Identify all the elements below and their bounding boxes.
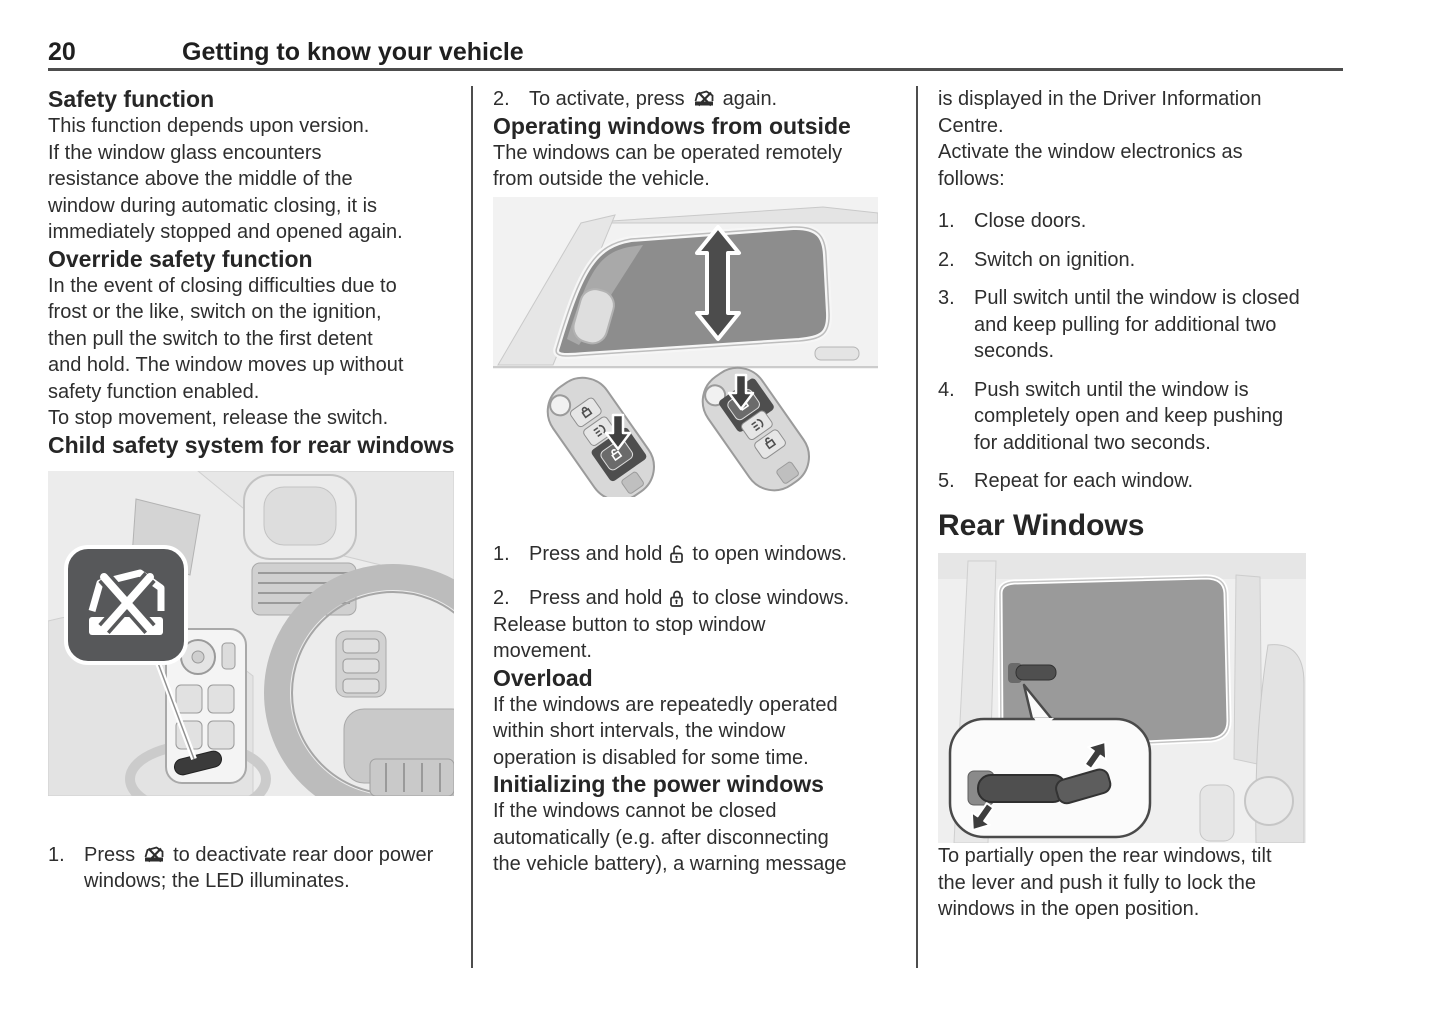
unlock-icon xyxy=(669,544,685,564)
step-text: Push switch until the window is completely open and keep pushing for additional two seconds. xyxy=(974,378,1284,454)
step-text-pre: To activate, press xyxy=(529,88,685,110)
list-item xyxy=(938,208,1340,235)
step-text: Close doors. xyxy=(974,210,1087,232)
operating-outside-heading: Operating windows from outside xyxy=(493,112,851,139)
overload-heading: Overload xyxy=(493,664,593,691)
safety-function-text: This function depends upon version. If the window glass encounters resistance above the middle of the window during automatic closing, it is immediately stopped and opened again. xyxy=(48,115,403,244)
column-divider-right xyxy=(916,86,918,968)
remote-window-illustration xyxy=(493,197,878,497)
remote-steps xyxy=(493,541,885,612)
safety-function-heading: Safety function xyxy=(48,86,215,112)
step-number: 1. xyxy=(493,542,510,565)
step-text-pre: Press xyxy=(84,843,136,866)
chapter-title: Getting to know your vehicle xyxy=(182,38,524,66)
step-text: Repeat for each window. xyxy=(974,470,1194,492)
release-text: Release button to stop window movement. xyxy=(493,613,766,663)
column-1 xyxy=(48,86,460,895)
overload-text: If the windows are repeatedly operated within short intervals, the window operation is disabled for some time. xyxy=(493,693,838,769)
initializing-heading: Initializing the power windows xyxy=(493,771,824,798)
step-number: 5. xyxy=(938,470,955,492)
window-crossed-icon xyxy=(142,844,166,865)
page-number: 20 xyxy=(48,38,76,66)
list-item xyxy=(938,285,1340,365)
list-item xyxy=(938,247,1340,274)
key-fob-right xyxy=(691,356,821,497)
window-crossed-badge xyxy=(66,547,186,663)
step-number: 1. xyxy=(938,210,955,232)
lock-icon xyxy=(669,588,685,608)
door-panel-illustration xyxy=(48,471,454,796)
override-text: In the event of closing difficulties due to frost or the like, switch on the ignition, then pull the switch to the first detent and hold. The window moves up without safety function enabled. To stop movement, release the switch. xyxy=(48,274,404,430)
step-number: 2. xyxy=(493,587,510,610)
step-text-post: to deactivate rear door power windows; the LED illuminates. xyxy=(84,843,434,893)
operating-outside-text: The windows can be operated remotely from outside the vehicle. xyxy=(493,141,843,191)
deactivate-step xyxy=(48,842,460,895)
column-3 xyxy=(938,86,1340,923)
step-number: 3. xyxy=(938,287,955,309)
child-safety-heading: Child safety system for rear windows xyxy=(48,431,455,458)
step-text-pre: Press and hold xyxy=(529,587,663,610)
step-number: 2. xyxy=(493,88,510,110)
step-number: 1. xyxy=(48,843,65,866)
rear-windows-text: To partially open the rear windows, tilt the lever and push it fully to lock the windows in the open position. xyxy=(938,845,1272,920)
step-number: 4. xyxy=(938,378,955,401)
header-rule xyxy=(48,68,1343,71)
step-number: 2. xyxy=(938,248,955,271)
column-divider-left xyxy=(471,86,473,968)
list-item xyxy=(938,377,1340,457)
step-text: Pull switch until the window is closed and keep pulling for additional two seconds. xyxy=(974,287,1300,362)
step-text-pre: Press and hold xyxy=(529,542,663,565)
step-text-post: to close windows. xyxy=(692,587,850,610)
initializing-text: If the windows cannot be closed automatically (e.g. after disconnecting the vehicle battery), a warning message xyxy=(493,800,847,876)
activation-steps xyxy=(938,208,1340,495)
key-fob-left xyxy=(536,366,666,497)
column-2 xyxy=(493,86,885,878)
list-item xyxy=(938,468,1340,495)
rear-windows-heading: Rear Windows xyxy=(938,508,1145,542)
open-windows-step xyxy=(493,541,885,568)
override-heading: Override safety function xyxy=(48,245,313,272)
window-crossed-icon xyxy=(692,88,716,109)
intro-text: is displayed in the Driver Information Centre. Activate the window electronics as follows: xyxy=(938,88,1262,190)
activate-step xyxy=(493,86,885,113)
step-text-post: again. xyxy=(722,88,778,110)
close-windows-step xyxy=(493,585,885,612)
rear-window-illustration xyxy=(938,553,1306,843)
step-text-post: to open windows. xyxy=(692,542,847,565)
step-text: Switch on ignition. xyxy=(974,248,1136,271)
tilt-lever xyxy=(1008,663,1056,683)
